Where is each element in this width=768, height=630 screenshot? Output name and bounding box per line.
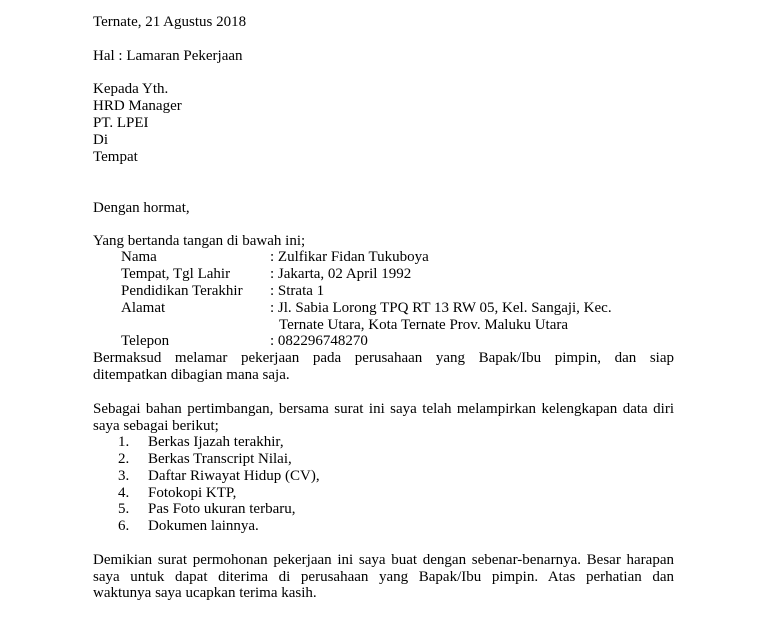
recipient-line: Kepada Yth. [93,81,169,97]
attachments-intro-line: Sebagai bahan pertimbangan, bersama surat ini saya telah melampirkan kelengkapan data diri [93,401,674,417]
list-item: Daftar Riwayat Hidup (CV), [148,468,320,484]
letter-date: Ternate, 21 Agustus 2018 [93,14,247,30]
list-number: 5. [118,501,130,517]
closing-paragraph-line: saya untuk dapat diterima di perusahaan yang Bapak/Ibu pimpin. Atas perhatian dan [93,569,674,585]
recipient-line: PT. LPEI [93,115,149,131]
intro-text: Yang bertanda tangan di bawah ini; [93,233,306,249]
detail-label: Tempat, Tgl Lahir [121,266,231,282]
detail-value: : Jl. Sabia Lorong TPQ RT 13 RW 05, Kel. Sangaji, Kec. [270,300,612,316]
detail-label: Pendidikan Terakhir [121,283,243,299]
list-number: 2. [118,451,130,467]
salutation: Dengan hormat, [93,200,190,216]
list-item: Pas Foto ukuran terbaru, [148,501,296,517]
detail-value-continued: Ternate Utara, Kota Ternate Prov. Maluku Utara [279,317,569,333]
recipient-line: Tempat [93,149,138,165]
purpose-paragraph-line: Bermaksud melamar pekerjaan pada perusahaan yang Bapak/Ibu pimpin, dan siap [93,350,674,366]
list-item: Fotokopi KTP, [148,485,237,501]
letter-subject: Hal : Lamaran Pekerjaan [93,48,243,64]
list-item: Berkas Transcript Nilai, [148,451,292,467]
detail-value: : Jakarta, 02 April 1992 [270,266,412,282]
detail-label: Nama [121,249,157,265]
list-item: Berkas Ijazah terakhir, [148,434,284,450]
attachments-intro-line: saya sebagai berikut; [93,418,219,434]
purpose-paragraph-line: ditempatkan dibagian mana saja. [93,367,290,383]
list-item: Dokumen lainnya. [148,518,259,534]
detail-value: : 082296748270 [270,333,368,349]
list-number: 3. [118,468,130,484]
closing-paragraph-line: Demikian surat permohonan pekerjaan ini saya buat dengan sebenar-benarnya. Besar harapan [93,552,674,568]
detail-label: Telepon [121,333,170,349]
detail-value: : Strata 1 [270,283,325,299]
closing-paragraph-line: waktunya saya ucapkan terima kasih. [93,585,317,601]
list-number: 1. [118,434,130,450]
list-number: 4. [118,485,130,501]
detail-label: Alamat [121,300,166,316]
detail-value: : Zulfikar Fidan Tukuboya [270,249,429,265]
recipient-line: Di [93,132,108,148]
recipient-line: HRD Manager [93,98,182,114]
list-number: 6. [118,518,130,534]
